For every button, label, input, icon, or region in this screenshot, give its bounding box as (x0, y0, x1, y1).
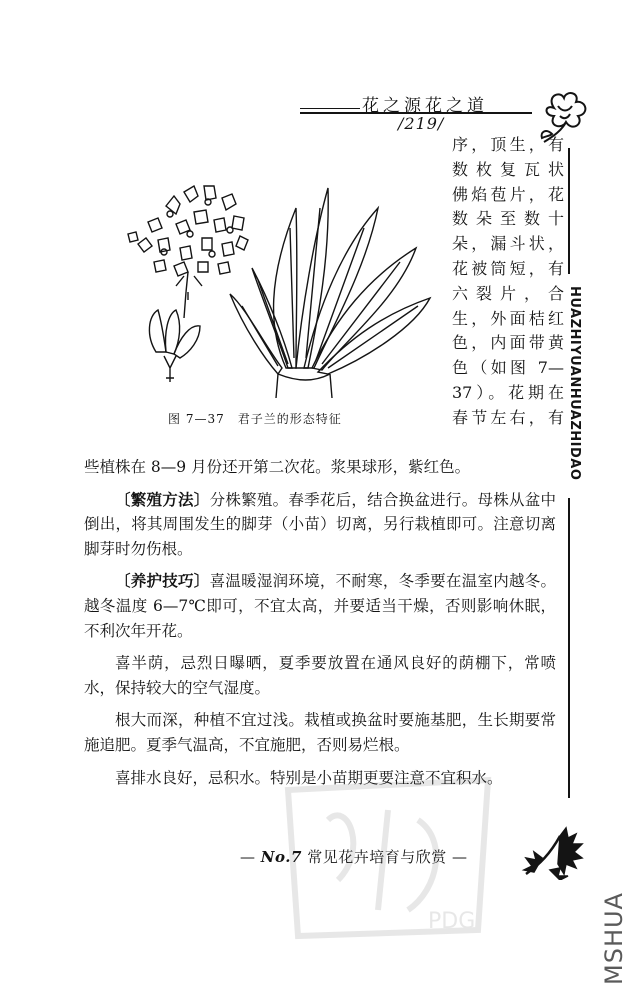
side-rule-bottom (568, 498, 570, 798)
column-line: 朵，漏斗状， (452, 234, 564, 254)
column-line: 春节左右，有 (452, 407, 564, 427)
column-line: 六裂片，合 (452, 283, 564, 303)
wrapped-text-column (452, 133, 564, 431)
paragraph-text: 分株繁殖。春季花后，结合换盆进行。母株从盆中倒出，将其周围发生的脚芽（小苗）切离，另行栽植即可。注意切离脚芽时勿伤根。 (84, 490, 556, 558)
column-line: 序，顶生，有 (452, 135, 564, 154)
clivia-illustration (118, 168, 438, 398)
paragraph-text: 喜半荫，忌烈日曝晒，夏季要放置在通风良好的荫棚下，常喷水，保持较大的空气湿度。 (84, 654, 556, 697)
paragraph (84, 569, 556, 643)
side-running-text: HUAZHIYUANHUAZHIDAO (567, 286, 582, 481)
section-label: 〔繁殖方法〕 (115, 490, 210, 509)
section-label: 〔养护技巧〕 (115, 572, 210, 591)
flower-cluster-drawing (128, 186, 248, 318)
running-header-title: 花之源花之道 (362, 96, 488, 116)
column-line: 色（如图 7— (452, 358, 564, 378)
single-flower-drawing (149, 310, 200, 382)
column-line: 生，外面桔红 (452, 308, 564, 328)
header-rule-short (300, 108, 360, 109)
brand-mark: MSHUA (600, 892, 628, 985)
paragraph (84, 455, 556, 480)
column-line: 数枚复瓦状 (452, 159, 564, 179)
column-line: 色，内面带黄 (452, 333, 564, 353)
side-rule-top (568, 148, 570, 274)
page-number: /219/ (398, 114, 445, 133)
footer-dash-left: — (240, 848, 256, 866)
figure-caption: 图 7—37 君子兰的形态特征 (168, 412, 342, 426)
paragraph-text: 些植株在 8—9 月份还开第二次花。浆果球形，紫红色。 (84, 458, 471, 476)
paragraph-text: 喜温暖湿润环境，不耐寒，冬季要在温室内越冬。越冬温度 6—7℃即可，不宜太高，并要适当干燥，否则影响休眠，不利次年开花。 (84, 572, 556, 640)
column-line: 花被筒短，有 (452, 258, 564, 278)
footer-dash-right: — (451, 848, 468, 866)
paragraph-text: 根大而深，种植不宜过浅。栽植或换盆时要施基肥，生长期要常施追肥。夏季气温高，不宜施肥，否则易烂根。 (84, 711, 556, 754)
plant-ornament-icon (520, 824, 586, 880)
paragraph (84, 488, 556, 562)
column-line: 佛焰苞片，花 (452, 184, 564, 204)
paragraph-text: 喜排水良好，忌积水。特别是小苗期更要注意不宜积水。 (115, 768, 503, 787)
column-line: 37）。花期在 (452, 382, 564, 402)
body-text (84, 455, 556, 798)
running-footer (240, 846, 467, 867)
leaves-drawing (230, 188, 430, 398)
paragraph (84, 651, 556, 700)
watermark-text: PDG (428, 909, 476, 934)
chapter-title: 常见花卉培育与欣赏 (307, 848, 447, 866)
column-line: 数朵至数十 (452, 209, 564, 229)
paragraph (84, 708, 556, 757)
chapter-number: No.7 (260, 848, 302, 866)
